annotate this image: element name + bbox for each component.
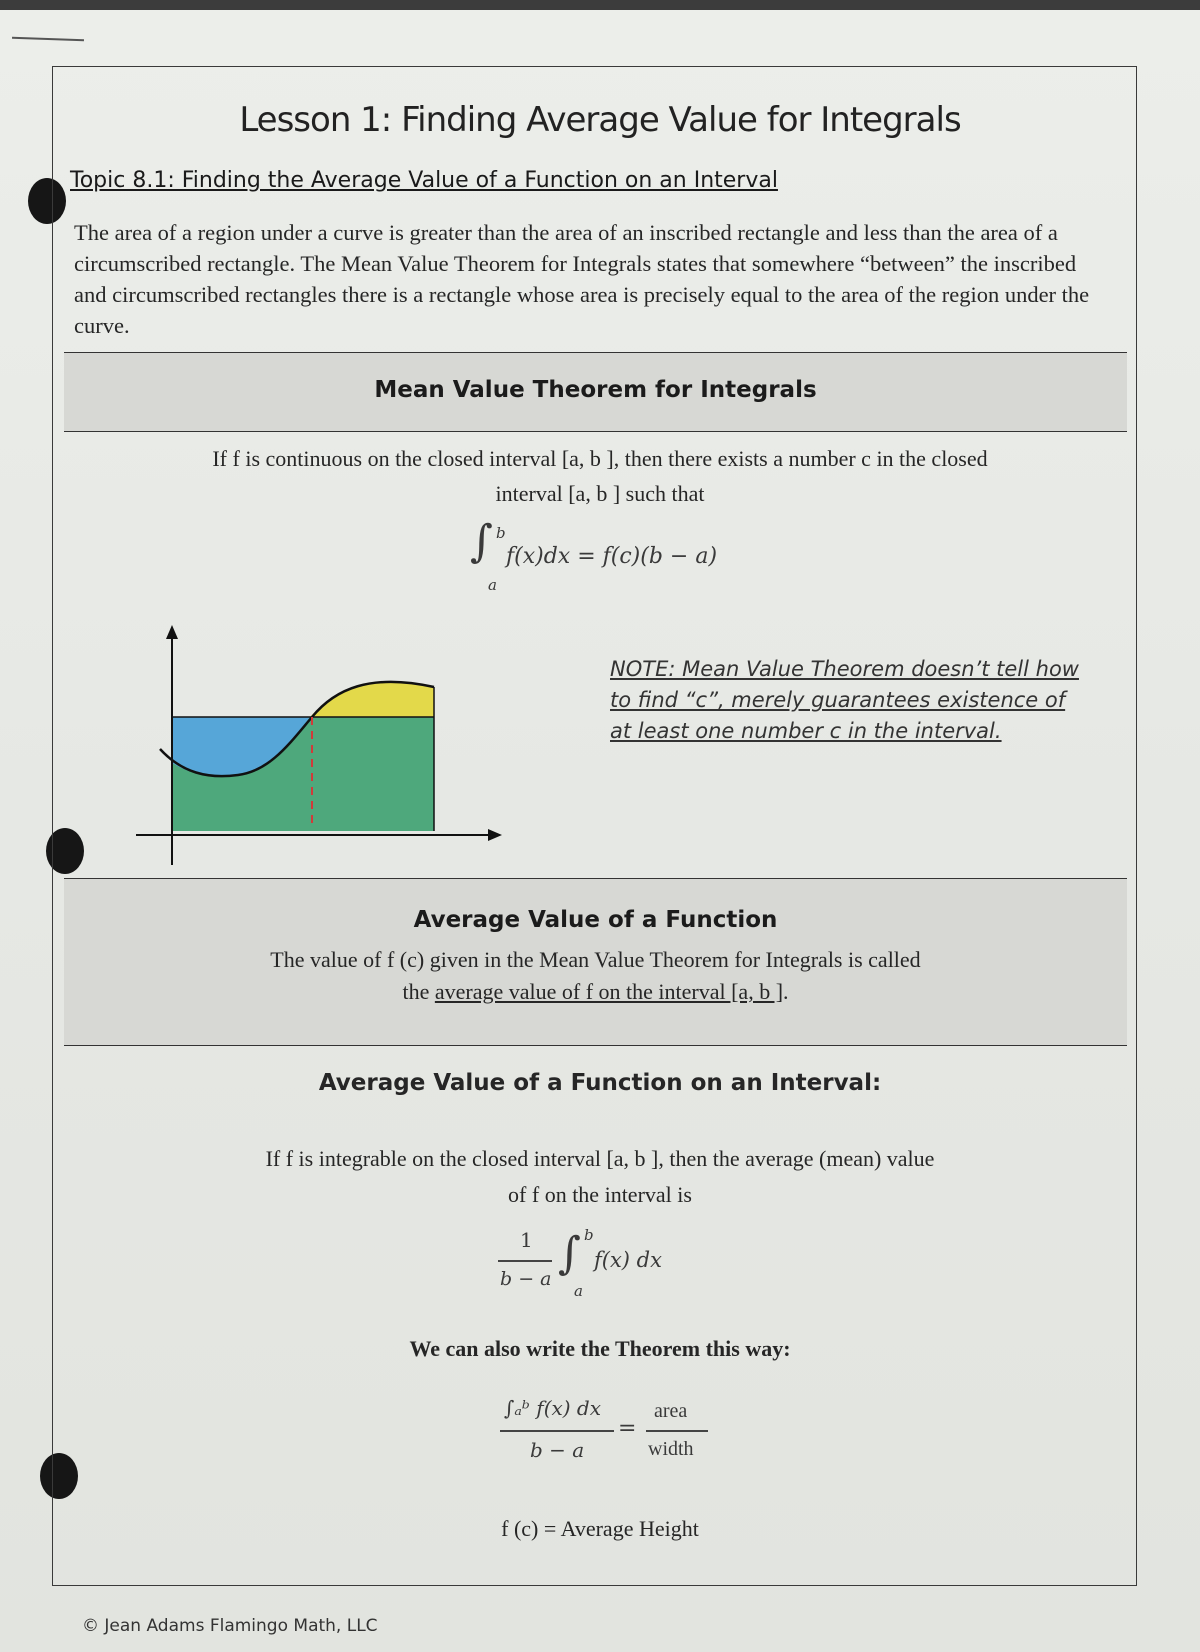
- lesson-title: Lesson 1: Finding Average Value for Integrals: [239, 100, 961, 140]
- equals-sign: =: [618, 1416, 637, 1441]
- x-axis-arrow: [488, 829, 502, 841]
- average-value-line2: [64, 979, 1127, 1005]
- right-denominator: width: [648, 1438, 694, 1460]
- formula-integrand: f(x) dx: [594, 1248, 662, 1272]
- average-value-definition: average value of f on the interval [a, b ]: [434, 979, 784, 1004]
- left-numerator: ∫ₐᵇ f(x) dx: [504, 1396, 602, 1420]
- upper-limit: b: [584, 1226, 594, 1244]
- fraction-bar: [498, 1260, 552, 1262]
- left-fraction-bar: [500, 1430, 614, 1432]
- average-value-band: [64, 878, 1127, 1046]
- alternate-form-label: We can also write the Theorem this way:: [409, 1336, 791, 1361]
- upper-limit: b: [496, 524, 506, 542]
- lower-limit: a: [574, 1282, 583, 1300]
- average-value-formula: [490, 1224, 750, 1304]
- formula-numerator: 1: [520, 1228, 533, 1252]
- right-numerator: area: [654, 1400, 688, 1422]
- line2-prefix: the: [402, 979, 435, 1004]
- lower-limit: a: [488, 576, 497, 594]
- copyright-footer: © Jean Adams Flamingo Math, LLC: [82, 1616, 378, 1636]
- formula-denominator: b − a: [500, 1268, 552, 1290]
- mvt-note: NOTE: Mean Value Theorem doesn’t tell how to find “c”, merely guarantees existence of at least one number c in the interval.: [610, 657, 1079, 743]
- y-axis-arrow: [166, 625, 178, 639]
- mvt-statement-line2: interval [a, b ] such that: [495, 481, 705, 506]
- mvt-equation: f(x)dx = f(c)(b − a): [506, 544, 718, 569]
- mvt-formula: [470, 516, 770, 594]
- average-value-heading: Average Value of a Function: [413, 907, 778, 933]
- right-fraction-bar: [646, 1430, 708, 1432]
- topic-heading: Topic 8.1: Finding the Average Value of a Function on an Interval: [70, 168, 778, 193]
- average-interval-line2: of f on the interval is: [508, 1182, 692, 1207]
- mvt-figure: [130, 625, 510, 870]
- alternate-form-formula: [500, 1396, 740, 1476]
- mvt-statement-line1: If f is continuous on the closed interval [a, b ], then there exists a number c in the closed: [212, 446, 988, 471]
- average-height-conclusion: f (c) = Average Height: [501, 1516, 699, 1541]
- left-denominator: b − a: [530, 1438, 585, 1462]
- page-edge-shadow: [0, 0, 1200, 10]
- average-interval-heading: Average Value of a Function on an Interval:: [318, 1070, 882, 1096]
- mvt-heading-band: [64, 352, 1127, 432]
- intro-paragraph: The area of a region under a curve is greater than the area of an inscribed rectangle and less than the area of a circumscribed rectangle. The Mean Value Theorem for Integrals states that somewhere “between” the inscribed and circumscribed rectangles there is a rectangle whose area is precisely equal to the area of the region under the curve.: [74, 220, 1090, 338]
- average-interval-line1: If f is integrable on the closed interval [a, b ], then the average (mean) value: [265, 1146, 935, 1171]
- average-value-line1: The value of f (c) given in the Mean Value Theorem for Integrals is called: [270, 947, 921, 972]
- integral-sign: ∫: [470, 516, 493, 567]
- mvt-heading: Mean Value Theorem for Integrals: [374, 377, 817, 403]
- integral-sign: ∫: [558, 1228, 581, 1279]
- line2-suffix: .: [783, 979, 789, 1004]
